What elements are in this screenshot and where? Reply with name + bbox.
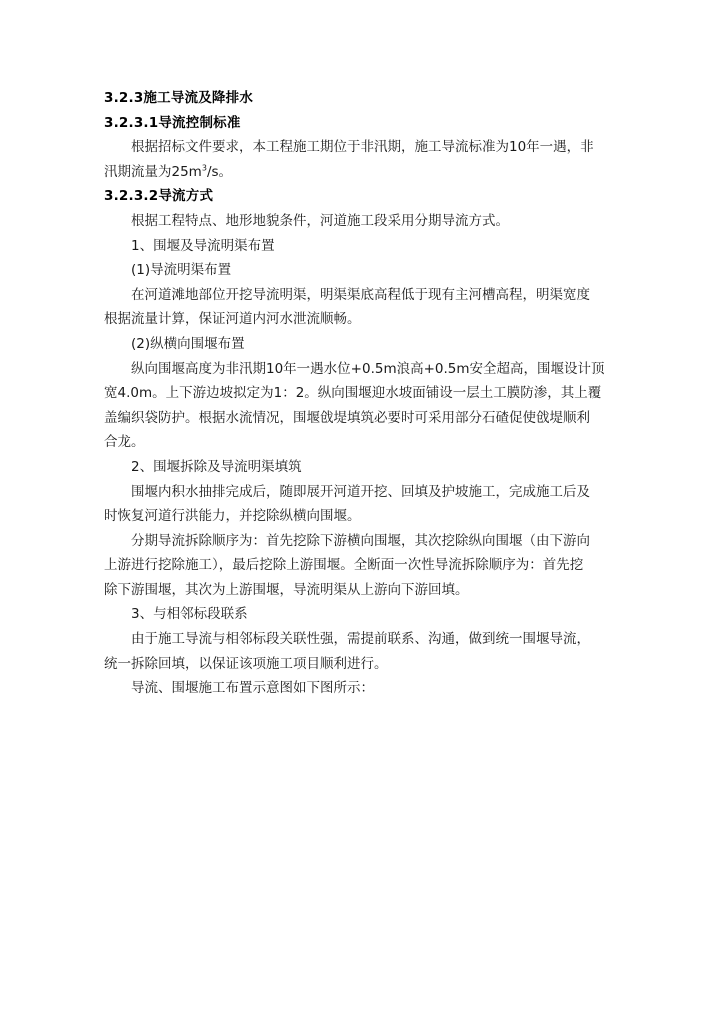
text-line: 除下游围堰，其次为上游围堰，导流明渠从上游向下游回填。 [104,581,469,598]
text-line: 在河道滩地部位开挖导流明渠，明渠渠底高程低于现有主河槽高程，明渠宽度 [131,286,590,303]
text-line: 时恢复河道行洪能力，并挖除纵横向围堰。 [104,508,361,525]
text-line [104,160,640,185]
text-span: 汛期流量为25m [104,163,202,180]
text-span: /s。 [206,163,233,180]
paragraph-cofferdam-layout [104,357,640,455]
document-body [104,86,640,701]
text-line: 围堰内积水抽排完成后，随即展开河道开挖、回填及护坡施工，完成施工后及 [131,483,590,500]
paragraph-flood-control-standard [104,135,640,184]
section-heading-3-2-3: 3.2.3施工导流及降排水 [104,90,254,106]
item-subheading-1-1: (1)导流明渠布置 [131,262,232,279]
text-line: 统一拆除回填，以保证该项施工项目顺利进行。 [104,655,388,672]
item-subheading-1-2: (2)纵横向围堰布置 [131,335,245,352]
text-line: 分期导流拆除顺序为：首先挖除下游横向围堰，其次挖除纵向围堰（由下游向 [131,532,590,549]
text-line: 上游进行挖除施工），最后挖除上游围堰。全断面一次性导流拆除顺序为：首先挖 [104,557,584,574]
item-heading-1: 1、围堰及导流明渠布置 [131,237,275,254]
item-heading-3: 3、与相邻标段联系 [131,606,248,623]
text-line: 根据招标文件要求，本工程施工期位于非汛期，施工导流标准为10年一遇，非 [131,139,594,156]
paragraph-channel-layout [104,283,640,332]
paragraph-removal [104,480,640,529]
paragraph-adjacent-sections [104,627,640,676]
text-line: 由于施工导流与相邻标段关联性强，需提前联系、沟通，做到统一围堰导流， [131,631,590,648]
text-line: 纵向围堰高度为非汛期10年一遇水位+0.5m浪高+0.5m安全超高，围堰设计顶 [131,360,605,377]
paragraph-diversion-method: 根据工程特点、地形地貌条件，河道施工段采用分期导流方式。 [131,212,509,229]
text-line: 宽4.0m。上下游边坡拟定为1：2。纵向围堰迎水坡面铺设一层土工膜防渗，其上覆 [104,385,602,402]
subsection-heading-3-2-3-1: 3.2.3.1导流控制标准 [104,114,241,131]
superscript: 3 [201,163,207,173]
text-line: 盖编织袋防护。根据水流情况，围堰戗堤填筑必要时可采用部分石碴促使戗堤顺利 [104,409,590,426]
item-heading-2: 2、围堰拆除及导流明渠填筑 [131,458,302,475]
text-line: 合龙。 [104,434,145,451]
paragraph-figure-reference: 导流、围堰施工布置示意图如下图所示： [131,680,374,697]
paragraph-removal-sequence [104,529,640,603]
subsection-heading-3-2-3-2: 3.2.3.2导流方式 [104,188,214,205]
text-line: 根据流量计算，保证河道内河水泄流顺畅。 [104,311,361,328]
